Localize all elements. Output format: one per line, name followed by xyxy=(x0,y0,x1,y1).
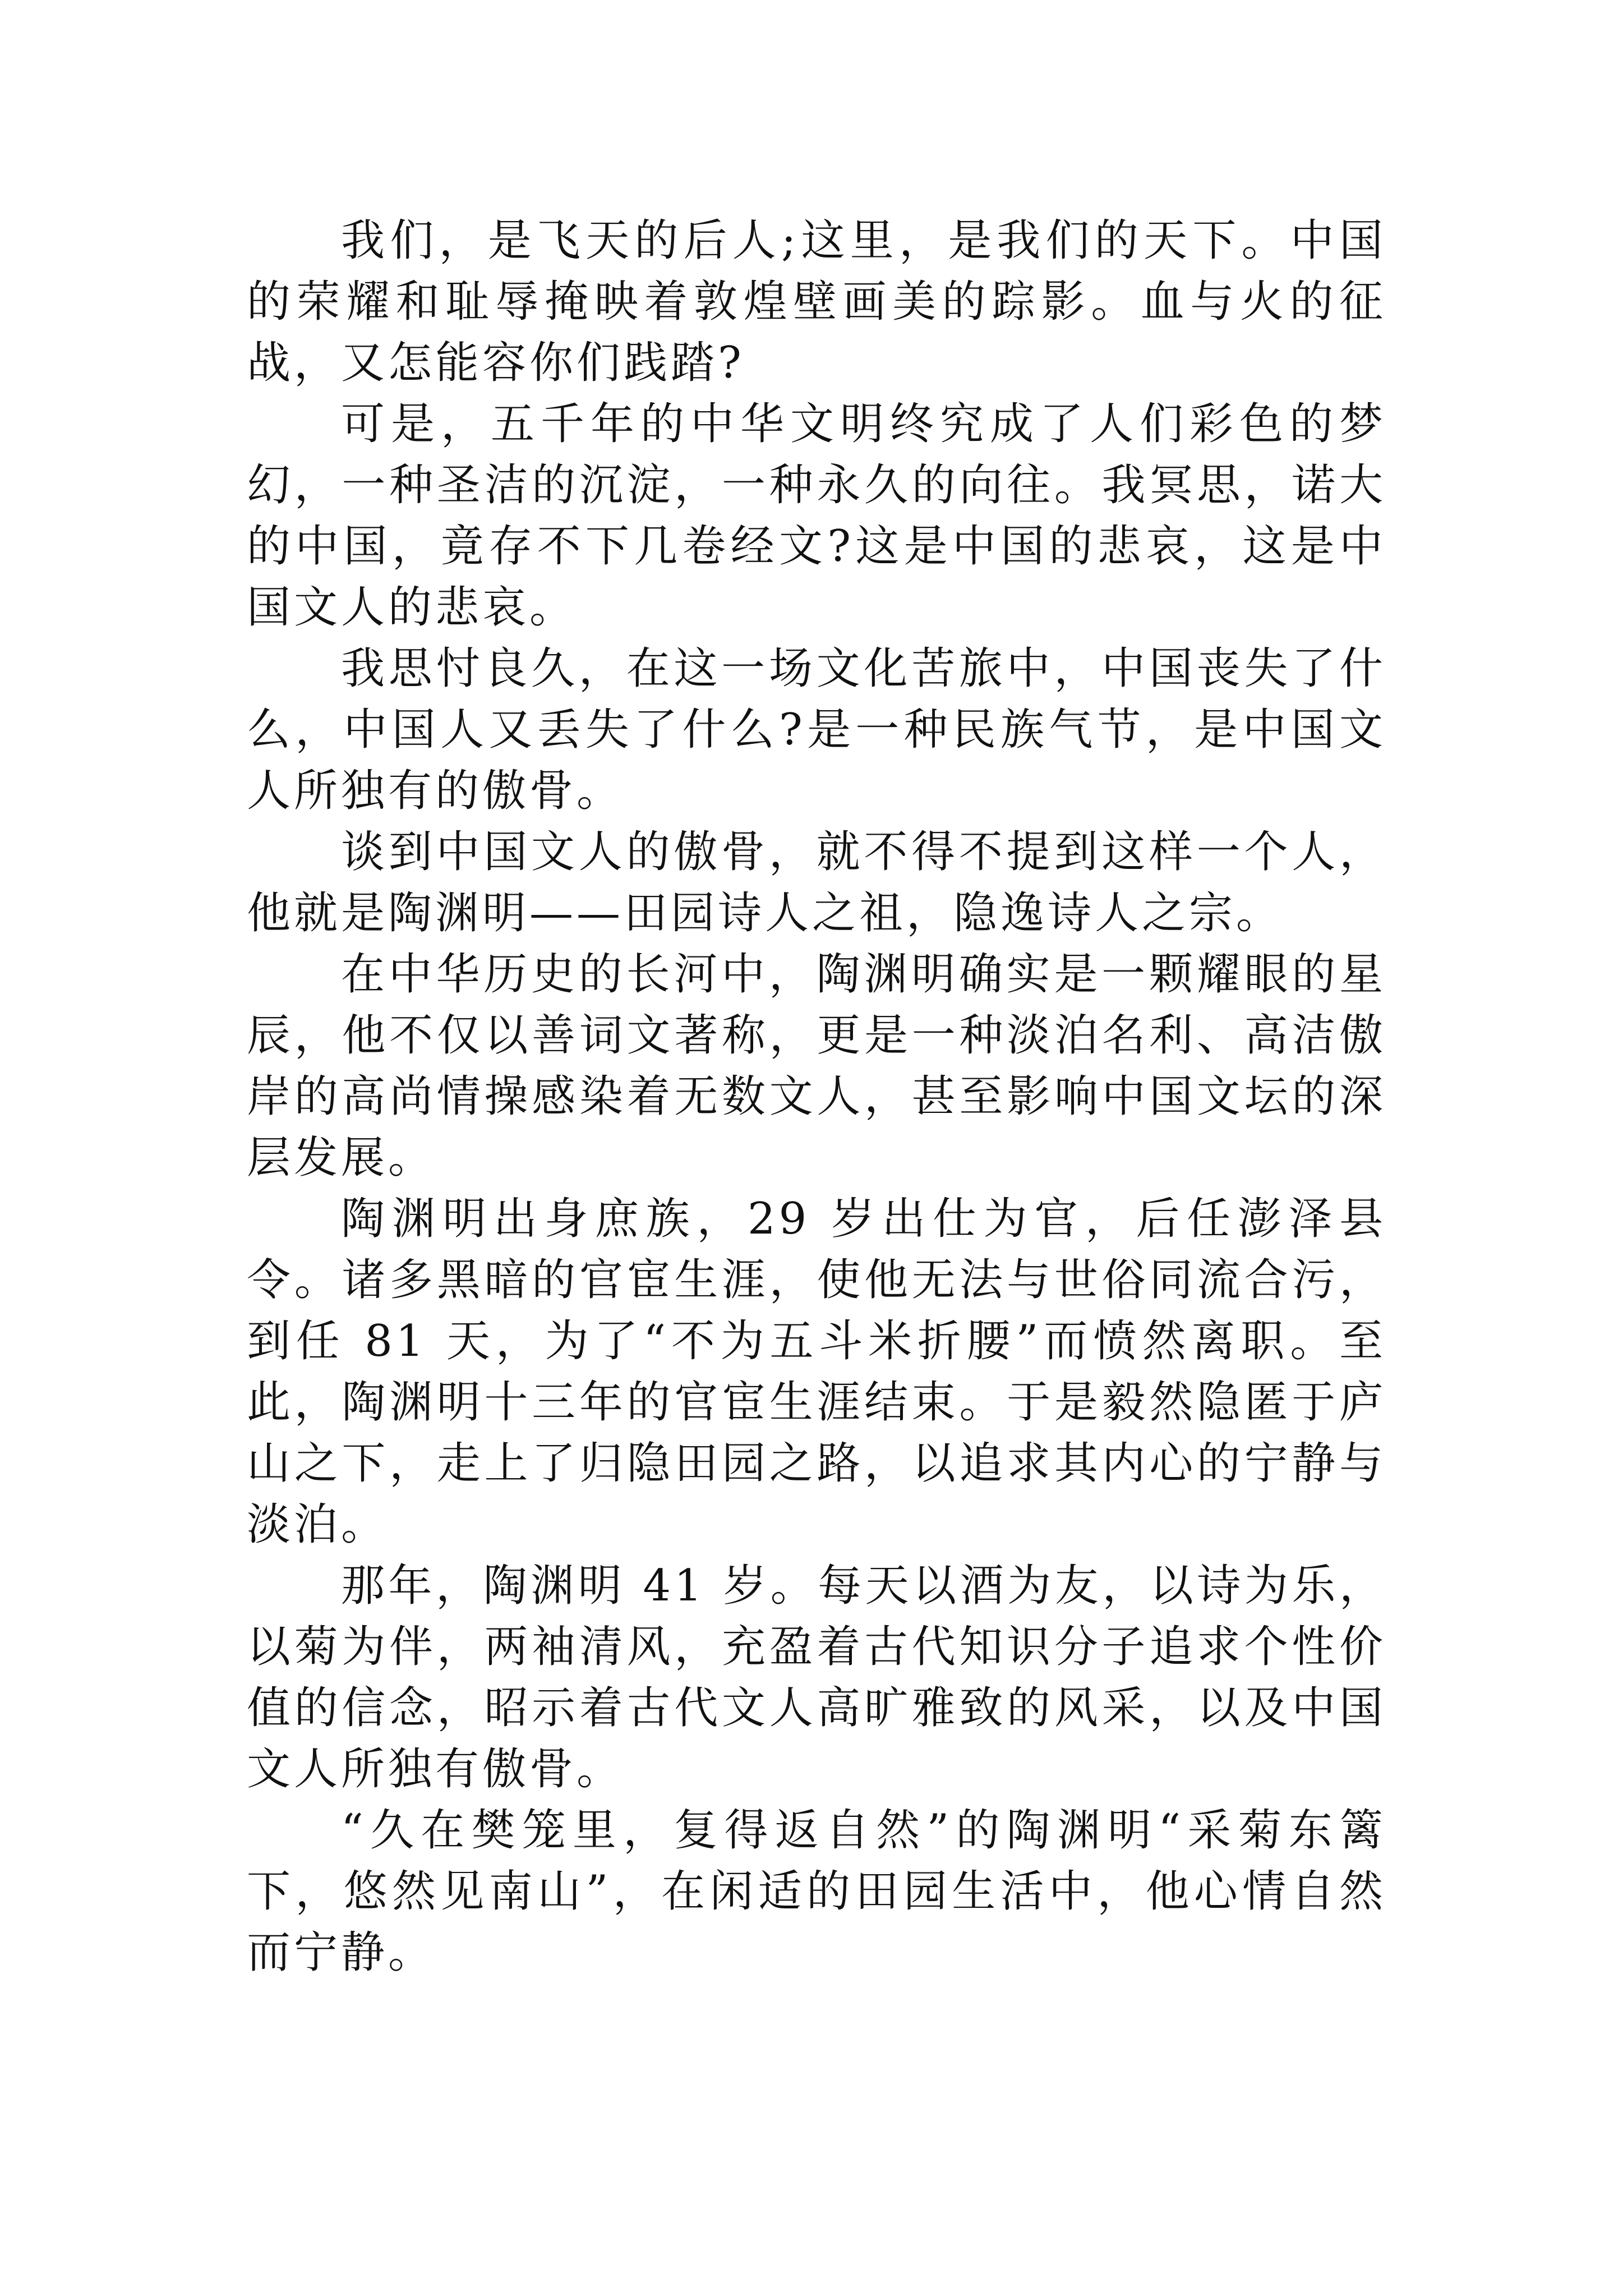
paragraph-5: 在中华历史的长河中，陶渊明确实是一颗耀眼的星辰，他不仅以善词文著称，更是一种淡泊名利、高洁傲岸的高尚情操感染着无数文人，甚至影响中国文坛的深层发展。 xyxy=(247,949,1386,1183)
paragraph-8: “久在樊笼里，复得返自然”的陶渊明“采菊东篱下，悠然见南山”，在闲适的田园生活中，他心情自然而宁静。 xyxy=(247,1805,1386,1978)
paragraph-1: 我们，是飞天的后人;这里，是我们的天下。中国的荣耀和耻辱掩映着敦煌壁画美的踪影。血与火的征战，又怎能容你们践踏? xyxy=(247,215,1386,388)
paragraph-6: 陶渊明出身庶族，29 岁出仕为官，后任澎泽县令。诸多黑暗的官宦生涯，使他无法与世俗同流合污，到任 81 天，为了“不为五斗米折腰”而愤然离职。至此，陶渊明十三年的官宦生涯结束。于是毅然隐匿于庐山之下，走上了归隐田园之路，以追求其内心的宁静与淡泊。 xyxy=(247,1194,1386,1550)
paragraph-4: 谈到中国文人的傲骨，就不得不提到这样一个人，他就是陶渊明——田园诗人之祖，隐逸诗人之宗。 xyxy=(247,827,1386,938)
document-body xyxy=(247,210,1386,1984)
paragraph-2: 可是，五千年的中华文明终究成了人们彩色的梦幻，一种圣洁的沉淀，一种永久的向往。我冥思，诺大的中国，竟存不下几卷经文?这是中国的悲哀，这是中国文人的悲哀。 xyxy=(247,399,1386,633)
paragraph-7: 那年，陶渊明 41 岁。每天以酒为友，以诗为乐，以菊为伴，两袖清风，充盈着古代知识分子追求个性价值的信念，昭示着古代文人高旷雅致的风采，以及中国文人所独有傲骨。 xyxy=(247,1561,1386,1795)
paragraph-3: 我思忖良久，在这一场文化苦旅中，中国丧失了什么，中国人又丢失了什么?是一种民族气节，是中国文人所独有的傲骨。 xyxy=(247,643,1386,816)
